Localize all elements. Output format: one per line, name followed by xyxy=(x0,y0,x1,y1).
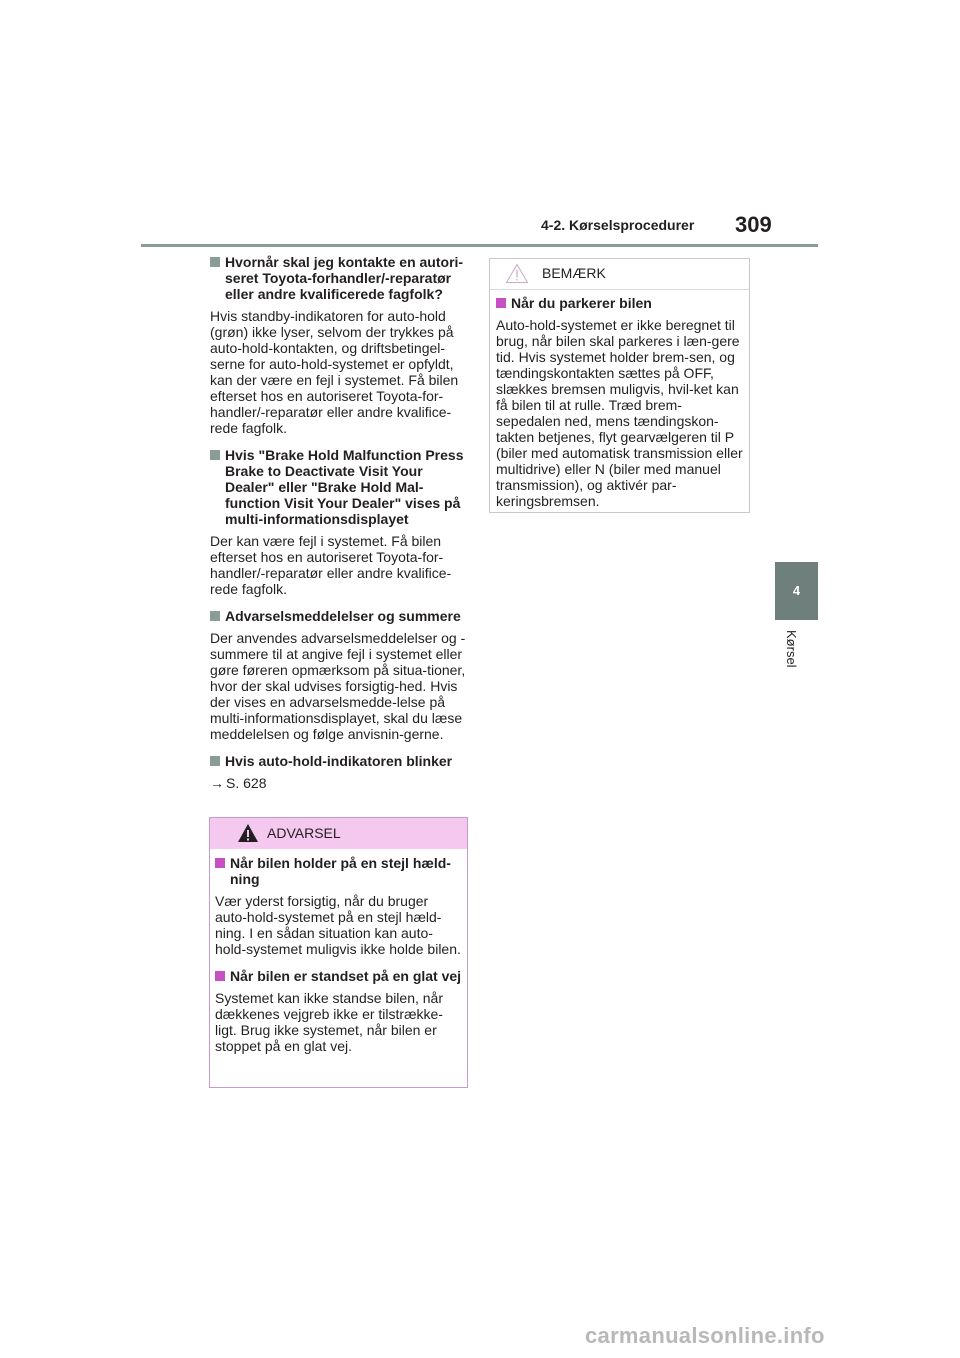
notice-triangle-icon xyxy=(505,263,529,284)
info-section xyxy=(210,753,469,791)
chapter-tab[interactable]: 4 xyxy=(775,562,818,620)
square-bullet-icon xyxy=(210,756,220,766)
page-reference-text: S. 628 xyxy=(226,775,267,791)
warning-header xyxy=(210,818,467,849)
section-heading-text: Hvis "Brake Hold Malfunction Press Brake to Deactivate Visit Your Dealer" eller "Brake Hold Mal-function Visit Your Dealer" vises på multi-informationsdisplayet xyxy=(225,447,464,527)
square-bullet-icon xyxy=(210,450,220,460)
chapter-label: Kørsel xyxy=(784,630,799,668)
warning-item-body: Vær yderst forsigtig, når du bruger auto-hold-systemet på en stejl hæld-ning. I en sådan situation kan auto-hold-systemet muligvis ikke holde bilen. xyxy=(215,893,461,957)
warning-item-heading-text: Når bilen er standset på en glat vej xyxy=(230,968,462,984)
warning-box xyxy=(209,817,468,1088)
notice-item-heading-text: Når du parkerer bilen xyxy=(511,295,652,311)
section-body: Der anvendes advarselsmeddelelser og -summere til at angive fejl i systemet eller gøre føreren opmærksom på situa-tioner, hvor der skal udvises forsigtig-hed. Hvis der vises en advarselsmedde-lelse på multi-informationsdisplayet, skal du læse meddelelsen og følge anvisnin-gerne. xyxy=(210,630,466,742)
info-section xyxy=(210,608,469,742)
page-number: 309 xyxy=(735,212,772,237)
notice-box xyxy=(489,258,750,513)
section-heading xyxy=(210,447,469,527)
notice-title: BEMÆRK xyxy=(542,265,606,281)
notice-header xyxy=(490,259,749,290)
warning-item-heading-text: Når bilen holder på en stejl hæld-ning xyxy=(230,855,451,887)
section-heading xyxy=(210,608,469,624)
info-section xyxy=(210,447,469,597)
notice-body xyxy=(490,290,749,509)
left-column xyxy=(210,254,469,791)
section-heading-text: Hvornår skal jeg kontakte en autori-seret Toyota-forhandler/-reparatør eller andre kvalificerede fagfolk? xyxy=(225,254,464,302)
warning-item-heading xyxy=(215,855,462,887)
header-rule xyxy=(141,244,818,247)
warning-item-heading xyxy=(215,968,462,984)
section-heading xyxy=(210,254,469,302)
warning-triangle-icon xyxy=(237,823,259,843)
page-reference-link[interactable] xyxy=(210,775,469,791)
notice-item-body: Auto-hold-systemet er ikke beregnet til brug, når bilen skal parkeres i læn-gere tid. Hvis systemet holder brem-sen, og tændingskontakten sættes på OFF, slækkes bremsen muligvis, hvil-ket kan få bilen til at rulle. Træd brem-sepedalen ned, mens tændingskon-takten betjenes, flyt gearvælgeren til P (biler med automatisk transmission eller multidrive) eller N (biler med manuel transmission), og aktivér par-keringsbremsen. xyxy=(496,317,743,509)
warning-title: ADVARSEL xyxy=(267,825,341,841)
arrow-right-icon: → xyxy=(210,775,224,791)
square-bullet-icon xyxy=(215,971,225,981)
section-body: Der kan være fejl i systemet. Få bilen efterset hos en autoriseret Toyota-for-handler/-reparatør eller andre kvalifice-rede fagfolk. xyxy=(210,533,452,597)
section-heading xyxy=(210,753,469,769)
square-bullet-icon xyxy=(210,611,220,621)
section-title: 4-2. Kørselsprocedurer xyxy=(541,217,695,233)
section-heading-text: Hvis auto-hold-indikatoren blinker xyxy=(225,753,453,769)
warning-item-body: Systemet kan ikke standse bilen, når dækkenes vejgreb ikke er tilstrække-ligt. Brug ikke systemet, når bilen er stoppet på en glat vej. xyxy=(215,990,444,1054)
square-bullet-icon xyxy=(496,298,506,308)
info-section xyxy=(210,254,469,436)
square-bullet-icon xyxy=(210,257,220,267)
warning-body xyxy=(210,849,467,1054)
section-body: Hvis standby-indikatoren for auto-hold (grøn) ikke lyser, selvom der trykkes på auto-hold-kontakten, og driftsbetingel-serne for auto-hold-systemet er opfyldt, kan der være en fejl i systemet. Få bilen efterset hos en autoriseret Toyota-for-handler/-reparatør eller andre kvalifice-rede fagfolk. xyxy=(210,308,459,436)
watermark: carmanualsonline.info xyxy=(585,1323,825,1348)
section-heading-text: Advarselsmeddelelser og summere xyxy=(225,608,461,624)
square-bullet-icon xyxy=(215,858,225,868)
notice-item-heading xyxy=(496,295,743,311)
